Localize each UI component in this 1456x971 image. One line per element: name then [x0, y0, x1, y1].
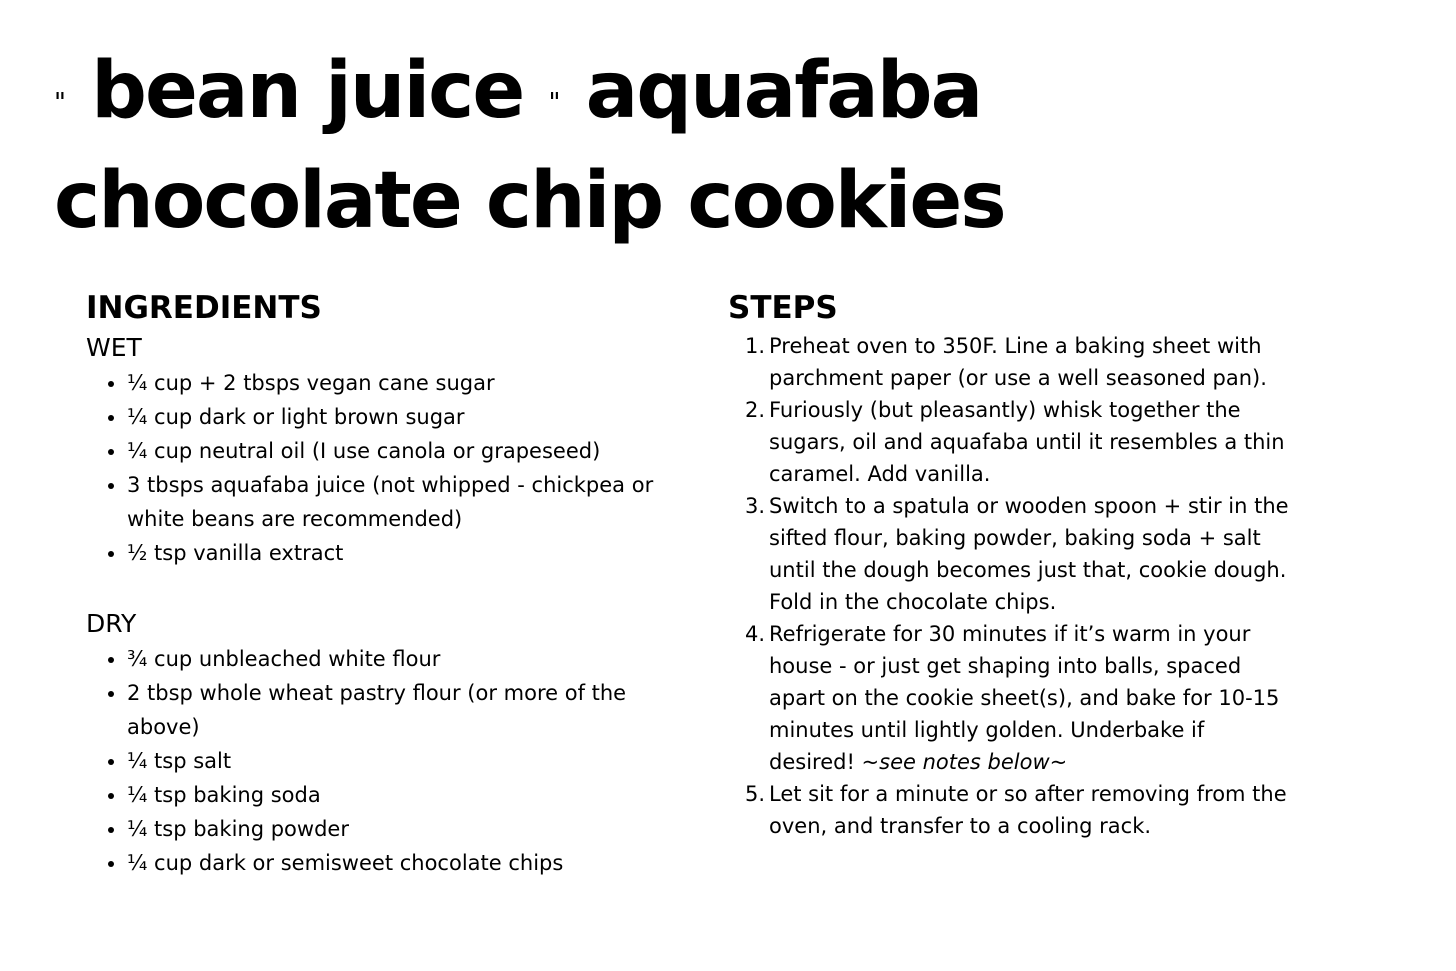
list-item: • ¾ cup unbleached white flour	[127, 642, 686, 676]
list-item: • ¼ cup neutral oil (I use canola or grapeseed)	[127, 434, 686, 468]
steps-section	[728, 286, 1328, 842]
steps-heading: STEPS	[728, 290, 838, 326]
list-item: • ¼ cup + 2 tbsps vegan cane sugar	[127, 366, 686, 400]
ingredients-section	[86, 286, 686, 880]
title-line-1	[54, 36, 1054, 146]
title-open-quote: "	[54, 88, 66, 118]
title-close-quote: "	[548, 88, 561, 118]
step-number: 5.	[745, 782, 766, 806]
step-number: 4.	[745, 622, 766, 646]
step-item	[745, 330, 1289, 394]
step-item	[745, 394, 1289, 490]
ingredients-heading: INGREDIENTS	[86, 290, 322, 326]
step-item	[745, 490, 1289, 618]
list-item: • ½ tsp vanilla extract	[127, 536, 686, 570]
step-note-tail: ~	[1049, 750, 1068, 774]
step-item	[745, 778, 1289, 842]
steps-list	[728, 330, 1328, 842]
step-number: 2.	[745, 398, 766, 422]
step-text: Refrigerate for 30 minutes if it’s warm in your house - or just get shaping into balls, spaced apart on the cookie sheet(s), and bake for 10-15 minutes until lightly golden. Underbake if desired! ~	[769, 622, 1280, 774]
step-note-italic: see notes below	[879, 750, 1050, 774]
dry-ingredients-list	[86, 642, 686, 880]
list-item: • ¼ cup dark or semisweet chocolate chips	[127, 846, 686, 880]
list-item: • ¼ tsp salt	[127, 744, 686, 778]
step-text: Let sit for a minute or so after removing from the oven, and transfer to a cooling rack.	[769, 782, 1287, 838]
dry-heading: DRY	[86, 609, 137, 638]
recipe-title	[54, 36, 1054, 256]
step-number: 1.	[745, 334, 766, 358]
step-text: Preheat oven to 350F. Line a baking sheet with parchment paper (or use a well seasoned pan).	[769, 334, 1267, 390]
step-text: Furiously (but pleasantly) whisk together the sugars, oil and aquafaba until it resembles a thin caramel. Add vanilla.	[769, 398, 1285, 486]
list-item: • 2 tbsp whole wheat pastry flour (or more of the above)	[127, 676, 686, 744]
title-aquafaba: aquafaba	[585, 46, 982, 136]
step-text: Switch to a spatula or wooden spoon + stir in the sifted flour, baking powder, baking soda + salt until the dough becomes just that, cookie dough. Fold in the chocolate chips.	[769, 494, 1289, 614]
wet-heading: WET	[86, 333, 142, 362]
list-item: • ¼ cup dark or light brown sugar	[127, 400, 686, 434]
list-item: • 3 tbsps aquafaba juice (not whipped - chickpea or white beans are recommended)	[127, 468, 686, 536]
list-item: • ¼ tsp baking soda	[127, 778, 686, 812]
title-bean-juice: bean juice	[91, 46, 524, 136]
title-line-2: chocolate chip cookies	[54, 156, 1005, 246]
step-number: 3.	[745, 494, 766, 518]
list-item: • ¼ tsp baking powder	[127, 812, 686, 846]
wet-ingredients-list	[86, 366, 686, 570]
step-item	[745, 618, 1289, 778]
